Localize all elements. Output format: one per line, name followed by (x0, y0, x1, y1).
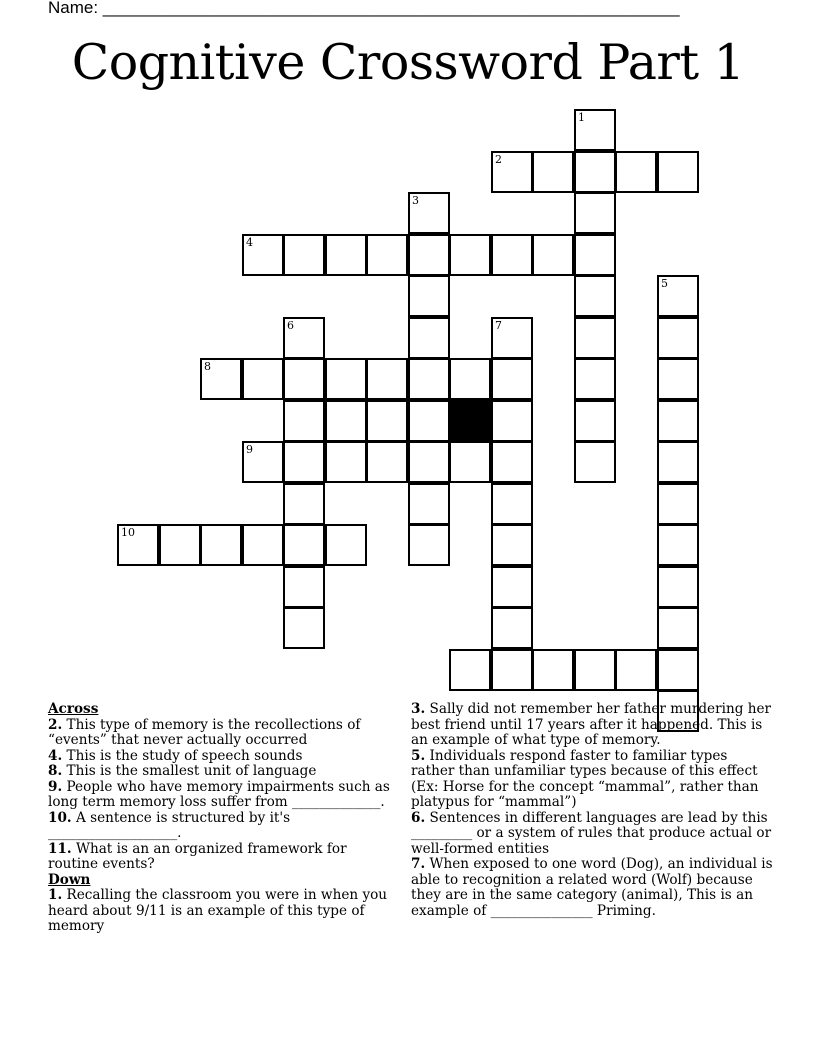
clue-number-label: 7 (495, 319, 502, 332)
crossword-cell[interactable] (657, 607, 699, 649)
crossword-cell[interactable] (657, 649, 699, 691)
clues-right-column (411, 702, 773, 919)
crossword-cell[interactable] (574, 151, 616, 193)
crossword-cell[interactable] (574, 400, 616, 442)
crossword-cell[interactable] (408, 483, 450, 525)
crossword-cell[interactable] (657, 441, 699, 483)
clue-text: Individuals respond faster to familiar types rather than unfamiliar types because of this effect (Ex: Horse for the concept “mammal”, rather than platypus for “mammal”) (411, 747, 759, 810)
crossword-cell[interactable] (657, 151, 699, 193)
crossword-cell[interactable] (615, 151, 657, 193)
crossword-cell[interactable] (200, 358, 242, 400)
clue-number-label: 4 (246, 236, 253, 249)
clue-number: 10. (48, 809, 72, 826)
clue-number: 4. (48, 747, 63, 764)
crossword-cell[interactable] (408, 234, 450, 276)
crossword-cell[interactable] (325, 400, 367, 442)
crossword-cell[interactable] (491, 607, 533, 649)
crossword-cell[interactable] (408, 441, 450, 483)
clue-number: 7. (411, 856, 426, 872)
crossword-cell[interactable] (657, 317, 699, 359)
crossword-cell[interactable] (283, 441, 325, 483)
crossword-cell[interactable] (283, 400, 325, 442)
crossword-cell[interactable] (242, 234, 284, 276)
clue-number: 3. (411, 701, 426, 717)
clue-number-label: 6 (287, 319, 294, 332)
crossword-cell[interactable] (657, 566, 699, 608)
crossword-cell[interactable] (657, 275, 699, 317)
crossword-cell[interactable] (491, 441, 533, 483)
crossword-cell[interactable] (325, 441, 367, 483)
clue-number-label: 2 (495, 153, 502, 166)
crossword-cell[interactable] (159, 524, 201, 566)
crossword-cell[interactable] (574, 234, 616, 276)
clue-number-label: 10 (121, 526, 135, 539)
crossword-cell[interactable] (242, 358, 284, 400)
crossword-cell[interactable] (283, 524, 325, 566)
crossword-cell[interactable] (491, 317, 533, 359)
crossword-cell[interactable] (366, 400, 408, 442)
crossword-cell[interactable] (325, 358, 367, 400)
page-title: Cognitive Crossword Part 1 (71, 34, 745, 91)
crossword-cell[interactable] (657, 524, 699, 566)
clue-down-6 (411, 811, 773, 858)
crossword-cell[interactable] (283, 317, 325, 359)
clue-down-1 (48, 888, 393, 935)
crossword-cell[interactable] (408, 400, 450, 442)
clue-across-2 (48, 718, 393, 749)
clue-number: 8. (48, 763, 63, 779)
down-heading: Down (48, 871, 91, 888)
crossword-cell[interactable] (574, 358, 616, 400)
clue-number: 6. (411, 809, 426, 826)
clue-number-label: 3 (412, 194, 419, 207)
clue-across-4 (48, 749, 393, 765)
clue-number: 1. (48, 887, 63, 903)
crossword-cell[interactable] (449, 649, 491, 691)
crossword-cell[interactable] (574, 317, 616, 359)
crossword-cell[interactable] (366, 358, 408, 400)
name-field-label: Name: _____________________________________________________________ (48, 0, 680, 17)
clue-number: 11. (48, 840, 72, 857)
crossword-cell[interactable] (657, 400, 699, 442)
crossword-cell[interactable] (242, 441, 284, 483)
crossword-cell[interactable] (283, 566, 325, 608)
crossword-black-cell (449, 400, 491, 442)
crossword-cell[interactable] (408, 192, 450, 234)
crossword-cell[interactable] (615, 649, 657, 691)
across-clue-list (48, 718, 393, 873)
crossword-cell[interactable] (408, 317, 450, 359)
crossword-cell[interactable] (366, 441, 408, 483)
crossword-cell[interactable] (408, 358, 450, 400)
crossword-cell[interactable] (449, 234, 491, 276)
crossword-cell[interactable] (574, 109, 616, 151)
clues-left-column (48, 702, 393, 935)
crossword-cell[interactable] (325, 234, 367, 276)
crossword-cell[interactable] (283, 607, 325, 649)
clue-text: This is the smallest unit of language (62, 763, 317, 779)
clue-text: This type of memory is the recollections of “events” that never actually occurred (48, 716, 361, 748)
clue-across-9 (48, 780, 393, 811)
crossword-cell[interactable] (449, 441, 491, 483)
crossword-cell[interactable] (532, 151, 574, 193)
crossword-cell[interactable] (283, 234, 325, 276)
clue-down-3 (411, 702, 773, 749)
clue-number-label: 9 (246, 443, 253, 456)
clue-text: This is the study of speech sounds (62, 747, 303, 764)
clue-across-8 (48, 764, 393, 780)
clue-across-11 (48, 842, 393, 873)
clue-number-label: 5 (661, 277, 668, 290)
clue-down-7 (411, 857, 773, 919)
crossword-cell[interactable] (491, 483, 533, 525)
clue-text: Sally did not remember her father murdering her best friend until 17 years after it happened. This is an example of what type of memory. (411, 701, 772, 748)
crossword-cell[interactable] (574, 275, 616, 317)
down-clue-list-left (48, 888, 393, 935)
clue-number: 2. (48, 716, 63, 733)
clue-down-5 (411, 749, 773, 811)
clue-text: Sentences in different languages are lead by this _________ or a system of rules that produce actual or well-formed entities (411, 809, 772, 857)
crossword-cell[interactable] (532, 234, 574, 276)
clue-across-10 (48, 811, 393, 842)
crossword-cell[interactable] (283, 483, 325, 525)
crossword-cell[interactable] (117, 524, 159, 566)
crossword-cell[interactable] (491, 151, 533, 193)
crossword-cell[interactable] (491, 234, 533, 276)
crossword-cell[interactable] (491, 649, 533, 691)
crossword-cell[interactable] (366, 234, 408, 276)
clue-text: What is an an organized framework for routine events? (48, 840, 347, 872)
crossword-cell[interactable] (242, 524, 284, 566)
clue-number-label: 8 (204, 360, 211, 373)
clue-text: When exposed to one word (Dog), an individual is able to recognition a related word (Wolf) because they are in the same category (animal), This is an example of _______________ Priming. (411, 856, 773, 919)
crossword-cell[interactable] (283, 358, 325, 400)
crossword-cell[interactable] (491, 566, 533, 608)
crossword-cell[interactable] (657, 483, 699, 525)
crossword-cell[interactable] (574, 441, 616, 483)
crossword-cell[interactable] (491, 524, 533, 566)
crossword-cell[interactable] (491, 400, 533, 442)
crossword-cell[interactable] (574, 649, 616, 691)
clue-number-label: 1 (578, 111, 585, 124)
clue-text: People who have memory impairments such as long term memory loss suffer from _____________. (48, 778, 390, 810)
across-heading: Across (48, 701, 99, 717)
crossword-cell[interactable] (325, 524, 367, 566)
crossword-cell[interactable] (657, 358, 699, 400)
clue-text: A sentence is structured by it's ___________________. (48, 809, 291, 841)
crossword-cell[interactable] (408, 524, 450, 566)
crossword-cell[interactable] (532, 649, 574, 691)
clue-text: Recalling the classroom you were in when you heard about 9/11 is an example of this type of memory (48, 887, 388, 934)
crossword-cell[interactable] (574, 192, 616, 234)
crossword-cell[interactable] (408, 275, 450, 317)
clue-number: 9. (48, 778, 63, 795)
crossword-cell[interactable] (200, 524, 242, 566)
crossword-cell[interactable] (491, 358, 533, 400)
clue-number: 5. (411, 747, 426, 764)
crossword-cell[interactable] (449, 358, 491, 400)
